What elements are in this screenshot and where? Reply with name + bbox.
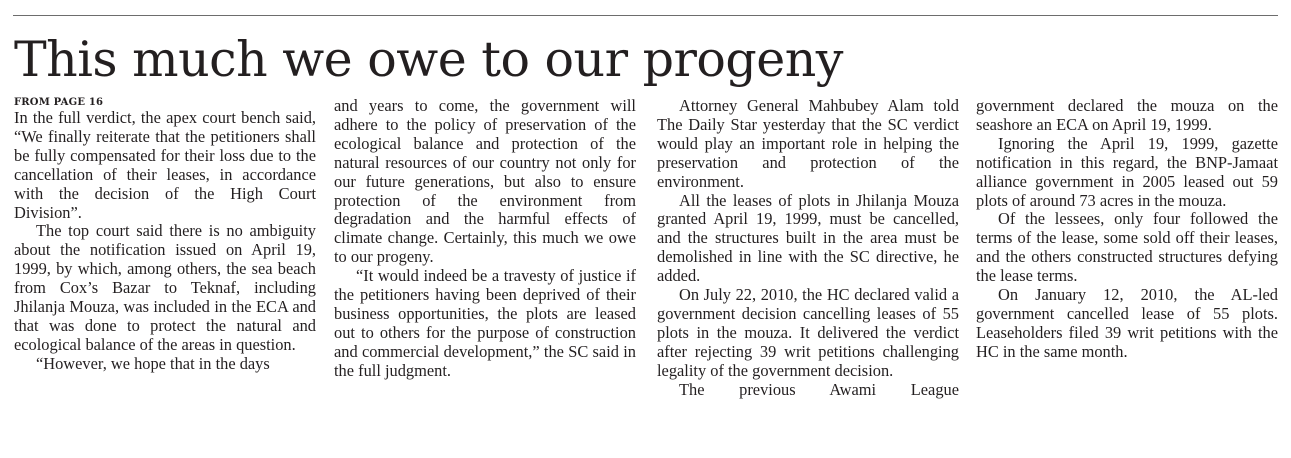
paragraph: In the full verdict, the apex court bench said, “We finally reiterate that the petitioners shall be fully compensated for their loss due to the cancellation of their leases, in accordance with the decision of the High Court Division”.: [14, 108, 316, 222]
column-3: [657, 97, 959, 400]
paragraph: and years to come, the government will adhere to the policy of preservation of the ecological balance and protection of the natural resources of our country not only for our future generations, but also to ensure protection of the environment from degradation and the harmful effects of climate change. Certainly, this much we owe to our progeny.: [334, 96, 636, 267]
paragraph: “It would indeed be a travesty of justice if the petitioners having been deprived of their business opportunities, the plots are leased out to others for the purpose of construction and commercial development,” the SC said in the full judgment.: [334, 266, 636, 380]
article-body: [14, 97, 1278, 447]
paragraph: government declared the mouza on the seashore an ECA on April 19, 1999.: [976, 96, 1278, 134]
paragraph: All the leases of plots in Jhilanja Mouza granted April 19, 1999, must be cancelled, and the structures built in the area must be demolished in line with the SC directive, he added.: [657, 190, 959, 286]
top-rule: [13, 15, 1278, 16]
column-2: [334, 97, 636, 381]
column-1: [14, 97, 316, 374]
paragraph: “However, we hope that in the days: [36, 353, 270, 373]
paragraph: On January 12, 2010, the AL-led government cancelled lease of 55 plots. Leaseholders filed 39 writ petitions with the HC in the same month.: [976, 285, 1278, 361]
paragraph: Ignoring the April 19, 1999, gazette notification in this regard, the BNP-Jamaat alliance government in 2005 leased out 59 plots of around 73 acres in the mouza.: [976, 133, 1278, 210]
column-4: [976, 97, 1278, 362]
paragraph: Attorney General Mahbubey Alam told The Daily Star yesterday that the SC verdict would play an important role in helping the preservation and protection of the environment.: [657, 96, 959, 191]
kicker-from-page: FROM PAGE 16: [14, 97, 104, 108]
headline: This much we owe to our progeny: [14, 31, 843, 88]
paragraph: On July 22, 2010, the HC declared valid a government decision cancelling leases of 55 plots in the mouza. It delivered the verdict after rejecting 39 writ petitions challenging legality of the government decision.: [657, 285, 959, 380]
paragraph: The previous Awami League: [679, 379, 959, 399]
paragraph: Of the lessees, only four followed the terms of the lease, some sold off their leases, and the others constructed structures defying the lease terms.: [976, 209, 1278, 286]
paragraph: The top court said there is no ambiguity about the notification issued on April 19, 1999, by which, among others, the sea beach from Cox’s Bazar to Teknaf, including Jhilanja Mouza, was included in the ECA and that was done to protect the natural and ecological balance of the areas in question.: [14, 221, 316, 354]
